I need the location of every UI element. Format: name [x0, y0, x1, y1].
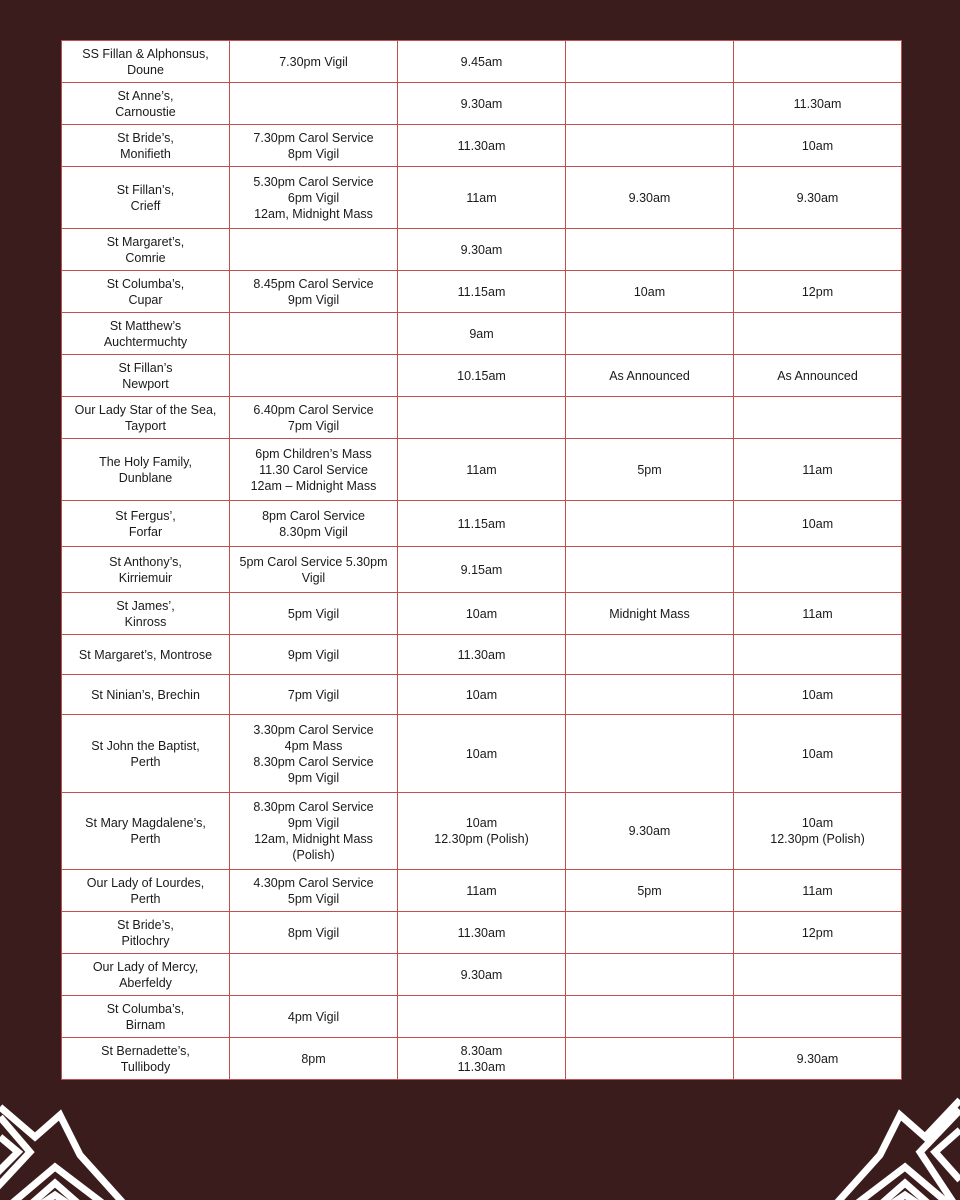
christmas-day-cell: 9.30am — [398, 83, 566, 125]
christmas-day-cell: 9.30am — [398, 229, 566, 271]
christmas-eve-cell: 9pm Vigil — [230, 635, 398, 675]
table-row — [62, 715, 902, 793]
christmas-eve-cell: 8pm Vigil — [230, 912, 398, 954]
church-name-cell: St Margaret’s, Montrose — [62, 635, 230, 675]
column5-cell: As Announced — [734, 355, 902, 397]
schedule-sheet — [61, 40, 901, 1076]
church-name-cell: St James’, Kinross — [62, 593, 230, 635]
christmas-eve-cell — [230, 355, 398, 397]
column4-cell — [566, 229, 734, 271]
christmas-day-cell: 11.15am — [398, 271, 566, 313]
church-name-cell: St Anne’s, Carnoustie — [62, 83, 230, 125]
table-row — [62, 501, 902, 547]
christmas-eve-cell — [230, 229, 398, 271]
church-name-cell: The Holy Family, Dunblane — [62, 439, 230, 501]
column4-cell: 5pm — [566, 439, 734, 501]
christmas-eve-cell: 4.30pm Carol Service 5pm Vigil — [230, 870, 398, 912]
church-name-cell: St Anthony’s, Kirriemuir — [62, 547, 230, 593]
column5-cell — [734, 313, 902, 355]
church-name-cell: St Bride’s, Monifieth — [62, 125, 230, 167]
church-name-cell: St Fergus’, Forfar — [62, 501, 230, 547]
christmas-day-cell: 9.15am — [398, 547, 566, 593]
church-name-cell: St Ninian’s, Brechin — [62, 675, 230, 715]
church-name-cell: Our Lady of Lourdes, Perth — [62, 870, 230, 912]
church-name-cell: St Bernadette’s, Tullibody — [62, 1038, 230, 1080]
column4-cell — [566, 1038, 734, 1080]
table-row — [62, 996, 902, 1038]
table-row — [62, 229, 902, 271]
column4-cell — [566, 996, 734, 1038]
table-row — [62, 397, 902, 439]
christmas-day-cell: 10.15am — [398, 355, 566, 397]
table-row — [62, 41, 902, 83]
christmas-day-cell: 10am — [398, 593, 566, 635]
column4-cell — [566, 635, 734, 675]
column5-cell: 9.30am — [734, 167, 902, 229]
church-name-cell: St Columba’s, Birnam — [62, 996, 230, 1038]
column4-cell — [566, 83, 734, 125]
church-name-cell: St Fillan’s, Crieff — [62, 167, 230, 229]
christmas-eve-cell: 8.45pm Carol Service 9pm Vigil — [230, 271, 398, 313]
column5-cell: 10am — [734, 675, 902, 715]
christmas-eve-cell — [230, 954, 398, 996]
christmas-eve-cell: 8pm Carol Service 8.30pm Vigil — [230, 501, 398, 547]
table-row — [62, 675, 902, 715]
column4-cell — [566, 675, 734, 715]
column5-cell — [734, 954, 902, 996]
table-row — [62, 912, 902, 954]
column4-cell: 9.30am — [566, 793, 734, 870]
column5-cell: 11am — [734, 870, 902, 912]
column4-cell: As Announced — [566, 355, 734, 397]
christmas-day-cell — [398, 397, 566, 439]
column5-cell — [734, 41, 902, 83]
christmas-eve-cell: 7.30pm Vigil — [230, 41, 398, 83]
christmas-day-cell: 10am — [398, 715, 566, 793]
column5-cell — [734, 229, 902, 271]
column5-cell — [734, 397, 902, 439]
column5-cell: 9.30am — [734, 1038, 902, 1080]
table-row — [62, 167, 902, 229]
christmas-eve-cell: 5.30pm Carol Service 6pm Vigil 12am, Midnight Mass — [230, 167, 398, 229]
church-name-cell: St Matthew’s Auchtermuchty — [62, 313, 230, 355]
christmas-day-cell: 11am — [398, 167, 566, 229]
christmas-eve-cell: 7.30pm Carol Service 8pm Vigil — [230, 125, 398, 167]
church-name-cell: Our Lady Star of the Sea, Tayport — [62, 397, 230, 439]
church-name-cell: St Margaret’s, Comrie — [62, 229, 230, 271]
church-name-cell: SS Fillan & Alphonsus, Doune — [62, 41, 230, 83]
column5-cell: 10am 12.30pm (Polish) — [734, 793, 902, 870]
table-row — [62, 593, 902, 635]
column5-cell: 10am — [734, 501, 902, 547]
column4-cell — [566, 41, 734, 83]
church-name-cell: St Bride’s, Pitlochry — [62, 912, 230, 954]
column5-cell: 12pm — [734, 271, 902, 313]
mass-times-table — [61, 40, 902, 1080]
column4-cell — [566, 547, 734, 593]
church-name-cell: St Fillan’s Newport — [62, 355, 230, 397]
column5-cell: 12pm — [734, 912, 902, 954]
christmas-eve-cell: 6.40pm Carol Service 7pm Vigil — [230, 397, 398, 439]
christmas-day-cell: 11.30am — [398, 912, 566, 954]
column5-cell: 11am — [734, 439, 902, 501]
christmas-day-cell: 11.30am — [398, 125, 566, 167]
table-row — [62, 635, 902, 675]
christmas-day-cell: 10am 12.30pm (Polish) — [398, 793, 566, 870]
column5-cell — [734, 635, 902, 675]
christmas-day-cell — [398, 996, 566, 1038]
table-row — [62, 125, 902, 167]
star-pattern-left-decoration — [0, 1055, 135, 1200]
table-row — [62, 793, 902, 870]
christmas-eve-cell — [230, 313, 398, 355]
christmas-eve-cell: 5pm Vigil — [230, 593, 398, 635]
column4-cell — [566, 715, 734, 793]
star-pattern-right-decoration — [820, 1055, 960, 1200]
christmas-eve-cell: 7pm Vigil — [230, 675, 398, 715]
column4-cell: 9.30am — [566, 167, 734, 229]
table-row — [62, 271, 902, 313]
column5-cell: 10am — [734, 715, 902, 793]
column5-cell: 10am — [734, 125, 902, 167]
column4-cell: 5pm — [566, 870, 734, 912]
christmas-day-cell: 11am — [398, 870, 566, 912]
christmas-eve-cell: 5pm Carol Service 5.30pm Vigil — [230, 547, 398, 593]
table-row — [62, 954, 902, 996]
table-row — [62, 547, 902, 593]
column4-cell — [566, 501, 734, 547]
christmas-day-cell: 8.30am 11.30am — [398, 1038, 566, 1080]
column4-cell — [566, 912, 734, 954]
column4-cell — [566, 954, 734, 996]
christmas-day-cell: 9.30am — [398, 954, 566, 996]
table-row — [62, 870, 902, 912]
column5-cell: 11am — [734, 593, 902, 635]
column5-cell — [734, 996, 902, 1038]
column4-cell — [566, 313, 734, 355]
christmas-eve-cell: 3.30pm Carol Service 4pm Mass 8.30pm Carol Service 9pm Vigil — [230, 715, 398, 793]
table-row — [62, 439, 902, 501]
column4-cell: Midnight Mass — [566, 593, 734, 635]
christmas-day-cell: 11.15am — [398, 501, 566, 547]
christmas-eve-cell: 6pm Children’s Mass 11.30 Carol Service 12am – Midnight Mass — [230, 439, 398, 501]
column5-cell — [734, 547, 902, 593]
christmas-eve-cell — [230, 83, 398, 125]
column4-cell — [566, 397, 734, 439]
column4-cell — [566, 125, 734, 167]
table-row — [62, 313, 902, 355]
table-row — [62, 83, 902, 125]
christmas-day-cell: 11.30am — [398, 635, 566, 675]
christmas-eve-cell: 4pm Vigil — [230, 996, 398, 1038]
church-name-cell: St Columba’s, Cupar — [62, 271, 230, 313]
church-name-cell: St Mary Magdalene’s, Perth — [62, 793, 230, 870]
church-name-cell: Our Lady of Mercy, Aberfeldy — [62, 954, 230, 996]
christmas-eve-cell: 8.30pm Carol Service 9pm Vigil 12am, Midnight Mass (Polish) — [230, 793, 398, 870]
christmas-day-cell: 9am — [398, 313, 566, 355]
christmas-day-cell: 10am — [398, 675, 566, 715]
christmas-day-cell: 9.45am — [398, 41, 566, 83]
table-row — [62, 1038, 902, 1080]
christmas-eve-cell: 8pm — [230, 1038, 398, 1080]
christmas-day-cell: 11am — [398, 439, 566, 501]
table-row — [62, 355, 902, 397]
column5-cell: 11.30am — [734, 83, 902, 125]
church-name-cell: St John the Baptist, Perth — [62, 715, 230, 793]
column4-cell: 10am — [566, 271, 734, 313]
